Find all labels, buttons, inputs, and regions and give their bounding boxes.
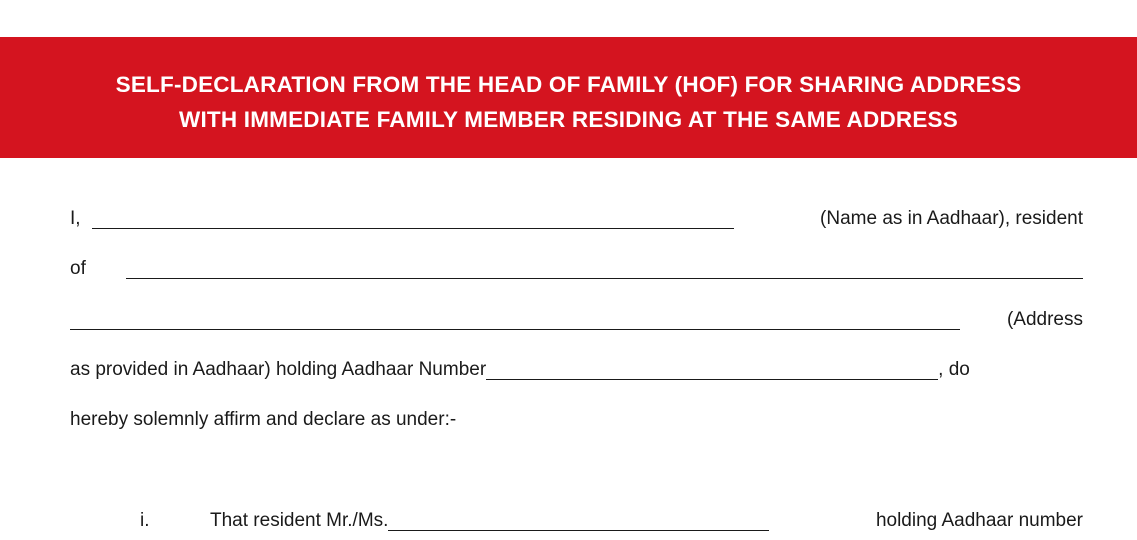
clause-aadhaar-label: holding Aadhaar number bbox=[875, 510, 1083, 531]
declaration-line-address-2 bbox=[70, 308, 1083, 332]
affirm-statement: hereby solemnly affirm and declare as under:- bbox=[70, 409, 457, 430]
do-label: , do bbox=[938, 359, 970, 380]
declaration-line-address-1 bbox=[70, 257, 1083, 281]
member-name-field[interactable] bbox=[388, 512, 769, 531]
pronoun-label: I, bbox=[70, 208, 81, 229]
declaration-line-affirm bbox=[70, 408, 1083, 432]
header-banner bbox=[0, 37, 1137, 158]
name-field[interactable] bbox=[92, 210, 734, 229]
clause-resident-label: That resident Mr./Ms. bbox=[210, 510, 389, 531]
aadhaar-number-field[interactable] bbox=[486, 361, 938, 380]
declaration-line-name bbox=[70, 207, 1083, 231]
clause-item bbox=[140, 509, 1083, 533]
address-field-2[interactable] bbox=[70, 311, 960, 330]
name-hint-label: (Name as in Aadhaar), resident bbox=[820, 208, 1083, 229]
form-title-line-2: WITH IMMEDIATE FAMILY MEMBER RESIDING AT THE SAME ADDRESS bbox=[179, 107, 958, 132]
clause-number: i. bbox=[140, 510, 150, 531]
address-field-1[interactable] bbox=[126, 260, 1083, 279]
of-label: of bbox=[70, 258, 86, 279]
declaration-line-aadhaar bbox=[70, 358, 1083, 382]
form-title-line-1: SELF-DECLARATION FROM THE HEAD OF FAMILY (HOF) FOR SHARING ADDRESS bbox=[115, 72, 1022, 97]
aadhaar-number-label: as provided in Aadhaar) holding Aadhaar Number bbox=[70, 359, 487, 380]
address-hint-label: (Address bbox=[1006, 309, 1083, 330]
